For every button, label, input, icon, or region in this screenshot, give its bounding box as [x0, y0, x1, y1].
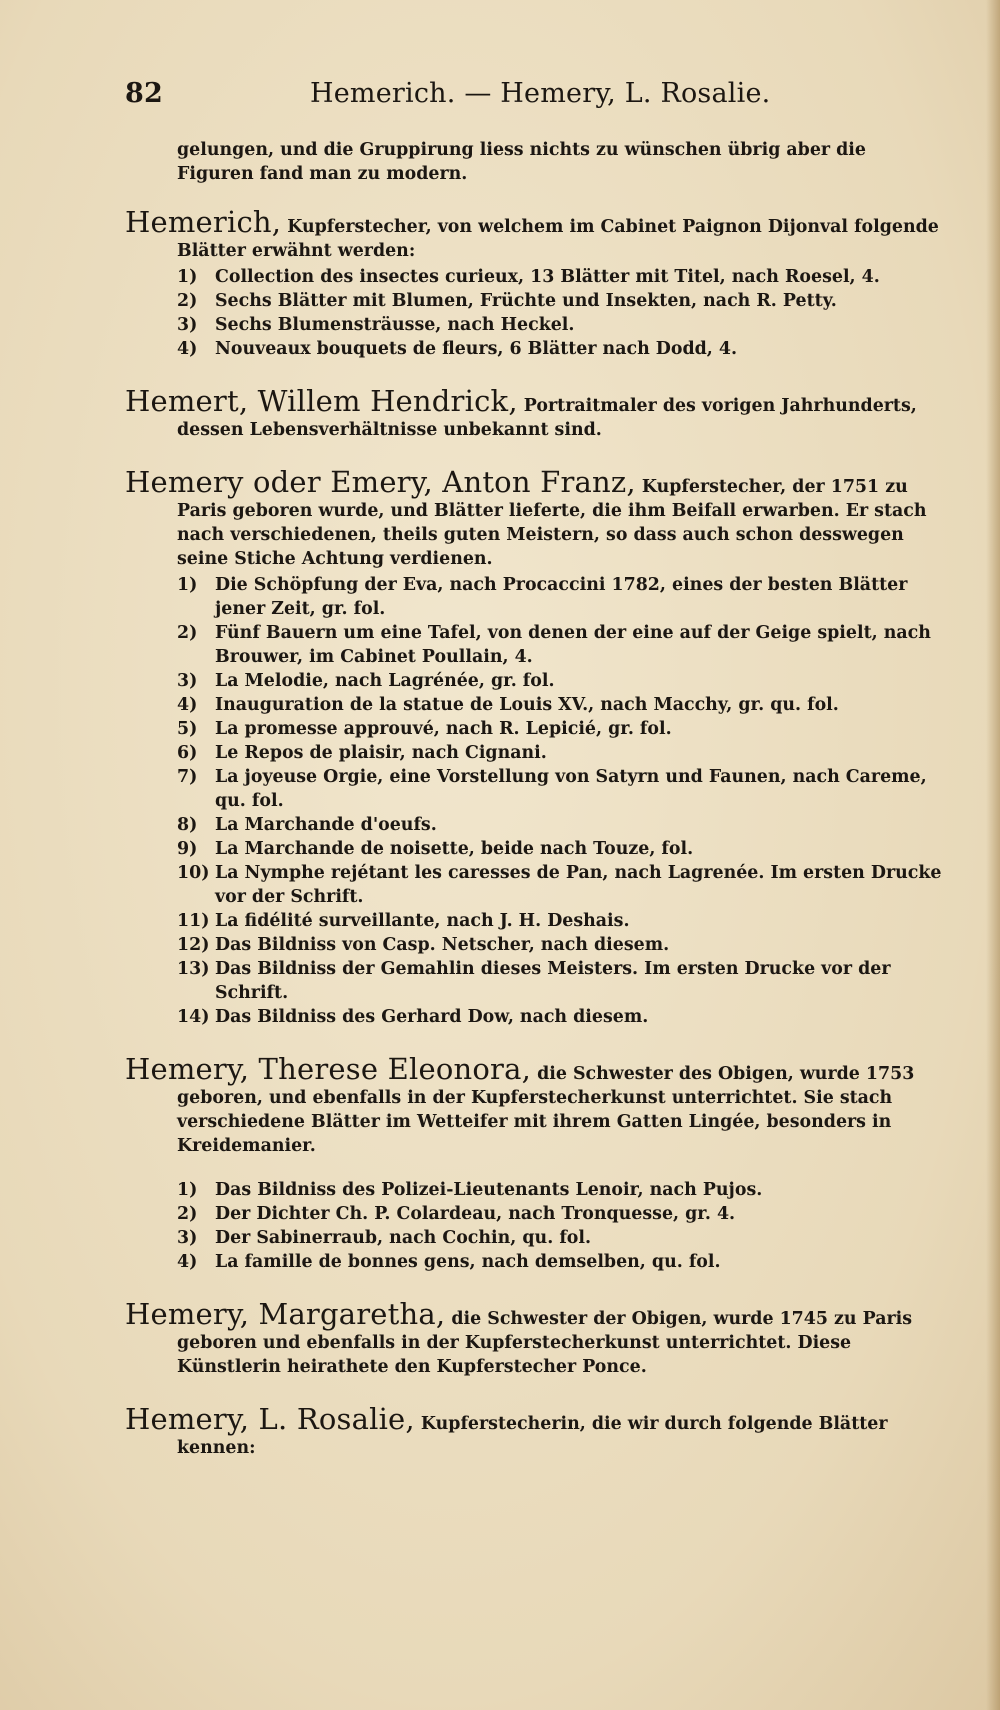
- artist-entry: [125, 1052, 945, 1274]
- artist-entry: [125, 1297, 945, 1379]
- page-number: 82: [125, 78, 163, 109]
- work-number: 3): [177, 1228, 198, 1248]
- work-number: 14): [177, 1007, 210, 1027]
- artist-name: Hemery, Margaretha,: [125, 1297, 446, 1331]
- artist-name: Hemery oder Emery, Anton Franz,: [125, 465, 636, 499]
- work-item: [177, 693, 945, 717]
- work-number: 1): [177, 1180, 198, 1200]
- work-title: Der Dichter Ch. P. Colardeau, nach Tronquesse, gr. 4.: [215, 1204, 736, 1224]
- work-item: [177, 741, 945, 765]
- artist-name: Hemerich,: [125, 205, 282, 239]
- work-item: [177, 957, 945, 1005]
- work-title: Inauguration de la statue de Louis XV., nach Macchy, gr. qu. fol.: [215, 695, 839, 715]
- work-item: [177, 313, 945, 337]
- work-item: [177, 1178, 945, 1202]
- running-title: Hemerich. — Hemery, L. Rosalie.: [310, 78, 771, 109]
- works-list: [125, 1178, 945, 1274]
- artist-name: Hemert, Willem Hendrick,: [125, 384, 518, 418]
- entry-heading: [125, 384, 945, 442]
- work-number: 7): [177, 767, 198, 787]
- work-number: 2): [177, 623, 198, 643]
- work-title: Das Bildniss des Gerhard Dow, nach diesem.: [215, 1007, 649, 1027]
- work-title: Fünf Bauern um eine Tafel, von denen der eine auf der Geige spielt, nach Brouwer, im Cabinet Poullain, 4.: [215, 623, 931, 667]
- work-number: 4): [177, 1252, 198, 1272]
- work-number: 9): [177, 839, 198, 859]
- work-item: [177, 621, 945, 669]
- work-number: 5): [177, 719, 198, 739]
- work-number: 11): [177, 911, 210, 931]
- artist-name: Hemery, Therese Eleonora,: [125, 1052, 531, 1086]
- entry-heading: [125, 465, 945, 571]
- works-list: [125, 573, 945, 1029]
- artist-description: Kupferstecher, der 1751 zu Paris geboren wurde, und Blätter lieferte, die ihm Beifall erwarben. Er stach nach verschiedenen, theils guten Meistern, so dass auch schon desswegen seine Stiche Achtung verdienen.: [177, 477, 927, 569]
- work-title: La Nymphe rejétant les caresses de Pan, nach Lagrenée. Im ersten Drucke vor der Schrift.: [215, 863, 942, 907]
- continuation-text: gelungen, und die Gruppirung liess nichts zu wünschen übrig aber die Figuren fand man zu modern.: [177, 140, 866, 184]
- entry-heading: [125, 1052, 945, 1158]
- artist-entry: [125, 1402, 945, 1460]
- work-item: [177, 837, 945, 861]
- entry-heading: [125, 1297, 945, 1379]
- work-item: [177, 1250, 945, 1274]
- work-number: 13): [177, 959, 210, 979]
- work-title: La promesse approuvé, nach R. Lepicié, gr. fol.: [215, 719, 672, 739]
- work-number: 1): [177, 575, 198, 595]
- artist-entry: [125, 465, 945, 1029]
- artist-entry: [125, 384, 945, 442]
- work-item: [177, 765, 945, 813]
- work-item: [177, 1202, 945, 1226]
- work-title: La Marchande de noisette, beide nach Touze, fol.: [215, 839, 694, 859]
- artist-entry: [125, 205, 945, 361]
- work-title: Die Schöpfung der Eva, nach Procaccini 1782, eines der besten Blätter jener Zeit, gr. fol.: [215, 575, 908, 619]
- work-item: [177, 909, 945, 933]
- work-number: 1): [177, 267, 198, 287]
- list-gap: [125, 1158, 945, 1176]
- work-number: 4): [177, 339, 198, 359]
- work-title: Das Bildniss der Gemahlin dieses Meisters. Im ersten Drucke vor der Schrift.: [215, 959, 891, 1003]
- work-number: 12): [177, 935, 210, 955]
- work-title: La famille de bonnes gens, nach demselben, qu. fol.: [215, 1252, 721, 1272]
- work-title: La Marchande d'oeufs.: [215, 815, 437, 835]
- artist-description: die Schwester der Obigen, wurde 1745 zu Paris geboren und ebenfalls in der Kupferstecherkunst unterrichtet. Diese Künstlerin heirathete den Kupferstecher Ponce.: [177, 1309, 913, 1377]
- work-number: 4): [177, 695, 198, 715]
- work-item: [177, 813, 945, 837]
- work-number: 2): [177, 1204, 198, 1224]
- work-title: Collection des insectes curieux, 13 Blätter mit Titel, nach Roesel, 4.: [215, 267, 880, 287]
- work-title: La Melodie, nach Lagrénée, gr. fol.: [215, 671, 555, 691]
- work-title: Sechs Blätter mit Blumen, Früchte und Insekten, nach R. Petty.: [215, 291, 837, 311]
- work-number: 2): [177, 291, 198, 311]
- work-title: Le Repos de plaisir, nach Cignani.: [215, 743, 547, 763]
- artist-description: Portraitmaler des vorigen Jahrhunderts, dessen Lebensverhältnisse unbekannt sind.: [177, 396, 917, 440]
- work-item: [177, 1226, 945, 1250]
- work-item: [177, 573, 945, 621]
- artist-description: die Schwester des Obigen, wurde 1753 geboren, und ebenfalls in der Kupferstecherkunst unterrichtet. Sie stach verschiedene Blätter im Wetteifer mit ihrem Gatten Lingée, besonders in Kreidemanier.: [177, 1064, 915, 1156]
- running-header: [125, 78, 885, 118]
- work-item: [177, 669, 945, 693]
- work-title: Der Sabinerraub, nach Cochin, qu. fol.: [215, 1228, 592, 1248]
- page-edge: [986, 0, 1000, 1710]
- entry-heading: [125, 1402, 945, 1460]
- work-item: [177, 717, 945, 741]
- work-item: [177, 861, 945, 909]
- entries-list: [125, 205, 945, 1460]
- work-item: [177, 337, 945, 361]
- artist-name: Hemery, L. Rosalie,: [125, 1402, 415, 1436]
- work-item: [177, 289, 945, 313]
- work-item: [177, 1005, 945, 1029]
- artist-description: Kupferstecher, von welchem im Cabinet Paignon Dijonval folgende Blätter erwähnt werden:: [177, 217, 939, 261]
- page-content: [125, 138, 945, 1460]
- work-number: 6): [177, 743, 198, 763]
- work-item: [177, 933, 945, 957]
- work-title: Nouveaux bouquets de fleurs, 6 Blätter nach Dodd, 4.: [215, 339, 738, 359]
- work-item: [177, 265, 945, 289]
- work-number: 10): [177, 863, 210, 883]
- works-list: [125, 265, 945, 361]
- work-title: Das Bildniss von Casp. Netscher, nach diesem.: [215, 935, 670, 955]
- work-title: Sechs Blumensträusse, nach Heckel.: [215, 315, 575, 335]
- work-number: 8): [177, 815, 198, 835]
- work-title: La fidélité surveillante, nach J. H. Deshais.: [215, 911, 630, 931]
- work-number: 3): [177, 671, 198, 691]
- artist-description: Kupferstecherin, die wir durch folgende Blätter kennen:: [177, 1414, 888, 1458]
- work-title: La joyeuse Orgie, eine Vorstellung von Satyrn und Faunen, nach Careme, qu. fol.: [215, 767, 927, 811]
- work-title: Das Bildniss des Polizei-Lieutenants Lenoir, nach Pujos.: [215, 1180, 763, 1200]
- work-number: 3): [177, 315, 198, 335]
- entry-heading: [125, 205, 945, 263]
